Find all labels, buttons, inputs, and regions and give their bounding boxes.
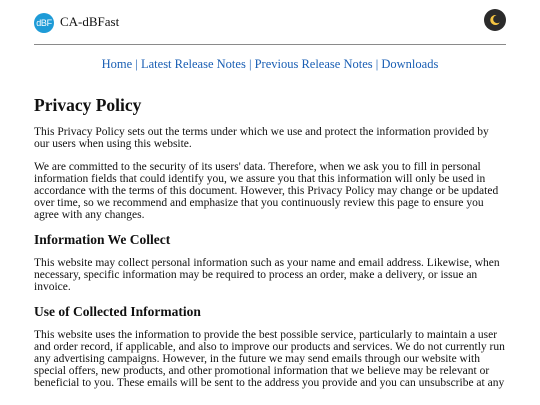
- section-paragraph: This website may collect personal information such as your name and email address. Likewise, when necessary, specific information may be required to process an order, make a delivery, or issue an invoice.: [34, 257, 500, 293]
- theme-toggle-button[interactable]: [484, 9, 506, 31]
- section-heading-use-of-collected-information: Use of Collected Information: [34, 304, 201, 319]
- main-content: [34, 95, 506, 400]
- intro-paragraph: This Privacy Policy sets out the terms under which we use and protect the information provided by our users when using this website.: [34, 126, 489, 150]
- nav-link-downloads[interactable]: Downloads: [381, 57, 439, 71]
- app-title[interactable]: CA-dBFast: [60, 14, 120, 29]
- nav-separator: |: [375, 57, 379, 71]
- nav-link-latest-release-notes[interactable]: Latest Release Notes: [140, 57, 246, 71]
- section-paragraph: This website uses the information to provide the best possible service, particularly to maintain a user and order record, if applicable, and also to improve our products and services. We do not currently run any advertising campaigns. However, in the future we may send emails through our website with special offers, new products, and other promotional information that we believe may be relevant or beneficial to you. These emails will be sent to the address you provide and you can unsubscribe at any: [34, 329, 505, 389]
- intro-paragraph: We are committed to the security of its users' data. Therefore, when we ask you to fill in personal information fields that could identify you, we assure you that this information will only be used in accordance with the terms of this document. However, this Privacy Policy may change or be updated over time, so we recommend and emphasize that you continuously review this page to ensure you agree with any changes.: [34, 161, 499, 221]
- nav-link-home[interactable]: Home: [101, 57, 133, 71]
- nav-separator: |: [135, 57, 138, 71]
- section-heading-information-we-collect: Information We Collect: [34, 232, 171, 247]
- page-title: Privacy Policy: [34, 95, 142, 115]
- site-header: [34, 9, 506, 35]
- moon-icon: [489, 14, 501, 26]
- logo[interactable]: dBF: [34, 13, 54, 33]
- header-divider: [34, 44, 506, 45]
- nav-separator: |: [248, 57, 252, 71]
- nav-link-previous-release-notes[interactable]: Previous Release Notes: [254, 57, 373, 71]
- top-nav: [34, 56, 506, 72]
